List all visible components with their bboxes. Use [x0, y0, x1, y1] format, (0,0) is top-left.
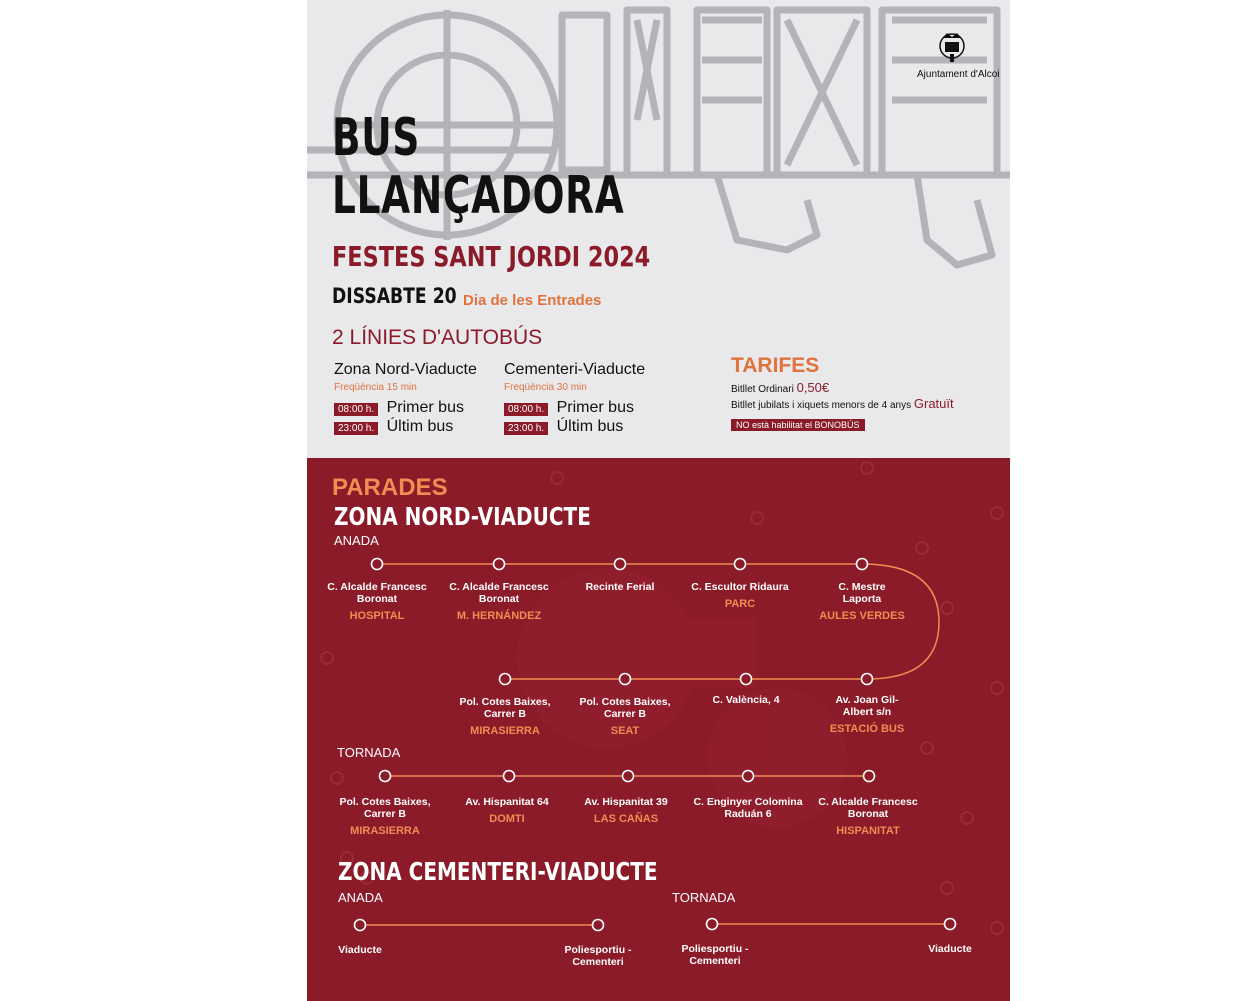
stop-tornada-viaducte — [890, 943, 1010, 955]
stop-marker — [735, 559, 746, 570]
stop-marker — [945, 919, 956, 930]
tarifa-ordinari — [731, 380, 954, 395]
tarifes-heading: TARIFES — [731, 354, 820, 377]
last-bus-time: 23:00 h. — [334, 422, 378, 435]
logo-text: Ajuntament d'Alcoi — [917, 69, 1000, 80]
stop-marker — [862, 674, 873, 685]
stop-sub: AULES VERDES — [819, 610, 905, 622]
first-bus-label: Primer bus — [556, 399, 634, 416]
route-name: Zona Nord-Viaducte — [334, 361, 477, 378]
stop-marker — [500, 674, 511, 685]
bonobus-note: NO està habilitat el BONOBÚS — [731, 419, 865, 431]
stop-sub: DOMTI — [489, 813, 525, 825]
parades-heading: PARADES — [332, 474, 448, 501]
last-bus-time: 23:00 h. — [504, 422, 548, 435]
first-bus-time: 08:00 h. — [334, 403, 378, 416]
tarifa-ordinari-label: Bitllet Ordinari — [731, 384, 794, 395]
stop-sub: HOSPITAL — [349, 610, 405, 622]
stop-aules-verdes — [802, 581, 922, 622]
stop-marker — [741, 674, 752, 685]
tarifa-ordinari-price: 0,50€ — [796, 380, 830, 395]
subtitle: FESTES SANT JORDI 2024 — [332, 240, 651, 273]
stop-name: C. Enginyer Colomina Raduán 6 — [693, 796, 803, 820]
stop-sub: SEAT — [610, 725, 640, 737]
stop-name: Av. Hispanitat 64 — [465, 796, 549, 808]
route-frequency: Freqüència 15 min — [334, 382, 417, 393]
stop-name: Viaducte — [928, 943, 972, 955]
ajuntament-logo — [917, 30, 1000, 80]
zona-cementeri-title: ZONA CEMENTERI-VIADUCTE — [338, 857, 658, 886]
tarifa-jubilats-label: Bitllet jubilats i xiquets menors de 4 anys — [731, 400, 912, 411]
stop-marker — [494, 559, 505, 570]
stop-name: Viaducte — [338, 944, 382, 956]
stop-name: Pol. Cotes Baixes, Carrer B — [579, 696, 671, 720]
stop-sub: M. HERNÁNDEZ — [456, 610, 542, 622]
route-frequency: Freqüència 30 min — [504, 382, 587, 393]
stop-marker — [743, 771, 754, 782]
lines-heading: 2 LÍNIES D'AUTOBÚS — [332, 326, 543, 349]
stop-sub: ESTACIÓ BUS — [829, 723, 905, 735]
day-name: Dia de les Entrades — [463, 292, 602, 309]
stop-marker — [615, 559, 626, 570]
stop-marker — [864, 771, 875, 782]
cementeri-tornada-label: TORNADA — [672, 890, 736, 905]
first-bus-time: 08:00 h. — [504, 403, 548, 416]
day-label: DISSABTE 20 — [332, 284, 457, 308]
title-line1: BUS — [332, 108, 421, 168]
stop-valencia — [686, 694, 806, 711]
poster — [307, 0, 1010, 1001]
stop-name: Poliesportiu - Cementeri — [564, 944, 632, 968]
title-line2: LLANÇADORA — [332, 166, 625, 226]
stop-name: C. València, 4 — [712, 694, 780, 706]
stop-m-hernandez — [439, 581, 559, 622]
stop-marker — [380, 771, 391, 782]
last-bus-label: Últim bus — [556, 418, 624, 435]
route-name: Cementeri-Viaducte — [504, 361, 646, 378]
stop-name: C. Alcalde Francesc Boronat — [449, 581, 549, 605]
stop-sub: LAS CAÑAS — [593, 813, 659, 825]
stop-marker — [355, 920, 366, 931]
zona-nord-title: ZONA NORD-VIADUCTE — [334, 502, 591, 531]
stop-tornada-domti — [447, 796, 567, 825]
zona-nord-tornada-label: TORNADA — [337, 745, 401, 760]
tarifa-jubilats — [731, 396, 954, 411]
stop-name: Recinte Ferial — [585, 581, 655, 593]
tarifa-jubilats-price: Gratuït — [913, 396, 954, 411]
tarifes-block — [731, 354, 954, 433]
cementeri-anada-label: ANADA — [338, 890, 383, 905]
stop-name: C. Alcalde Francesc Boronat — [327, 581, 427, 605]
parades-section — [307, 458, 1010, 1001]
stop-name: Pol. Cotes Baixes, Carrer B — [339, 796, 431, 820]
stop-sub: HISPANITAT — [836, 825, 900, 837]
stop-tornada-enginyer — [688, 796, 808, 825]
stop-tornada-poliesportiu — [655, 943, 775, 967]
stop-cementeri-viaducte — [307, 944, 420, 956]
stop-tornada-las-canas — [566, 796, 686, 825]
stop-tornada-hispanitat — [808, 796, 928, 837]
stop-marker — [857, 559, 868, 570]
top-section — [307, 0, 1010, 458]
last-bus-label: Últim bus — [386, 418, 454, 435]
stop-marker — [707, 919, 718, 930]
stop-recinte-ferial — [560, 581, 680, 598]
stop-marker — [620, 674, 631, 685]
stop-name: C. Mestre Laporta — [838, 581, 886, 605]
stop-marker — [623, 771, 634, 782]
stop-name: Av. Joan Gil-Albert s/n — [835, 694, 899, 718]
stop-marker — [504, 771, 515, 782]
ajuntament-crest-icon — [937, 30, 967, 64]
stop-hospital — [317, 581, 437, 622]
stop-marker — [372, 559, 383, 570]
stop-estacio-bus — [807, 694, 927, 735]
route-cementeri-block — [504, 361, 645, 436]
stop-mirasierra — [445, 696, 565, 737]
stop-seat — [565, 696, 685, 737]
stop-cementeri-poliesportiu — [538, 944, 658, 968]
route-nord-block — [334, 361, 477, 436]
stop-sub: PARC — [724, 598, 756, 610]
stop-sub: MIRASIERRA — [350, 825, 420, 837]
stop-name: Poliesportiu - Cementeri — [681, 943, 749, 967]
stop-name: Av. Hispanitat 39 — [584, 796, 668, 808]
first-bus-label: Primer bus — [386, 399, 464, 416]
stop-sub: MIRASIERRA — [470, 725, 540, 737]
stop-parc — [680, 581, 800, 610]
stop-tornada-mirasierra — [325, 796, 445, 837]
zona-nord-anada-label: ANADA — [334, 533, 379, 548]
stop-marker — [593, 920, 604, 931]
stop-name: C. Escultor Ridaura — [691, 581, 789, 593]
stop-name: C. Alcalde Francesc Boronat — [818, 796, 918, 820]
stop-name: Pol. Cotes Baixes, Carrer B — [459, 696, 551, 720]
